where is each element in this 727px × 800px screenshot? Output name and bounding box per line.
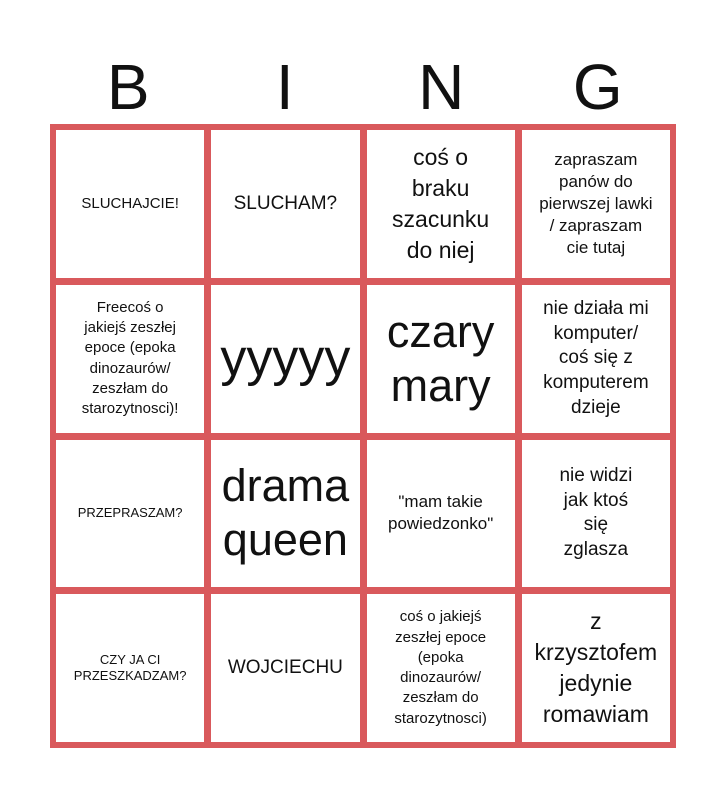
bingo-cell[interactable]: "mam takie powiedzonko" xyxy=(367,440,515,588)
bingo-cell[interactable]: nie działa mi komputer/ coś się z komputerem dzieje xyxy=(522,285,670,433)
bingo-cell[interactable]: czary mary xyxy=(367,285,515,433)
bingo-cell[interactable]: coś o jakiejś zeszłej epoce (epoka dinozaurów/ zeszłam do starozytnosci) xyxy=(367,594,515,742)
bingo-cell[interactable]: drama queen xyxy=(211,440,359,588)
header-letter-g: G xyxy=(572,51,623,123)
bingo-cell[interactable]: coś o braku szacunku do niej xyxy=(367,130,515,278)
bingo-cell[interactable]: SLUCHAM? xyxy=(211,130,359,278)
bingo-cell[interactable]: Freecoś o jakiejś zeszłej epoce (epoka dinozaurów/ zeszłam do starozytnosci)! xyxy=(56,285,204,433)
header-letter-b: B xyxy=(106,51,150,123)
bingo-cell[interactable]: zapraszam panów do pierwszej lawki / zapraszam cie tutaj xyxy=(522,130,670,278)
header-letter-n: N xyxy=(418,51,465,123)
header-letter-i: I xyxy=(275,51,294,123)
bingo-cell[interactable]: WOJCIECHU xyxy=(211,594,359,742)
bingo-cell[interactable]: nie widzi jak ktoś się zglasza xyxy=(522,440,670,588)
bingo-cell[interactable]: SLUCHAJCIE! xyxy=(56,130,204,278)
bingo-board xyxy=(50,124,676,748)
bingo-header xyxy=(50,52,676,122)
bingo-cell[interactable]: yyyyy xyxy=(211,285,359,433)
bingo-cell[interactable]: CZY JA CI PRZESZKADZAM? xyxy=(56,594,204,742)
bingo-cell[interactable]: PRZEPRASZAM? xyxy=(56,440,204,588)
bingo-cell[interactable]: z krzysztofem jedynie romawiam xyxy=(522,594,670,742)
